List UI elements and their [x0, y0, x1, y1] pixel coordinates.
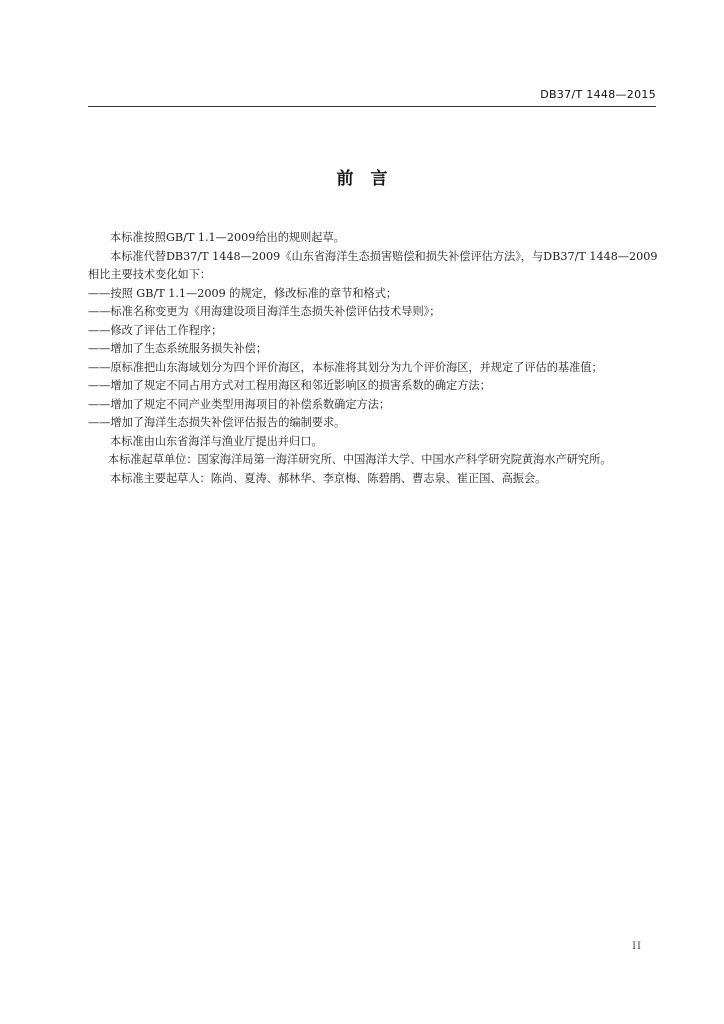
change-item: ——原标准把山东海域划分为四个评价海区，本标准将其划分为九个评价海区，并规定了评估的基准值； [88, 360, 603, 374]
paragraph-proposer: 本标准由山东省海洋与渔业厅提出并归口。 [110, 434, 323, 448]
change-item: ——增加了规定不同占用方式对工程用海区和邻近影响区的损害系数的确定方法； [88, 379, 491, 392]
paragraph-drafting-units: 本标准起草单位：国家海洋局第一海洋研究所、中国海洋大学、中国水产科学研究院黄海水产研究所。 [108, 453, 612, 466]
page-number: II [632, 941, 642, 952]
change-item: ——修改了评估工作程序； [88, 323, 223, 337]
paragraph-drafting-rules: 本标准按照GB/T 1.1—2009给出的规则起草。 [110, 231, 345, 244]
change-item: ——按照 GB/T 1.1—2009 的规定，修改标准的章节和格式； [88, 286, 398, 300]
header-rule [88, 106, 656, 107]
change-item: ——增加了海洋生态损失补偿评估报告的编制要求。 [88, 416, 346, 429]
change-item: ——增加了规定不同产业类型用海项目的补偿系数确定方法； [88, 397, 391, 411]
page-title: 前 言 [336, 169, 388, 189]
change-item: ——标准名称变更为《用海建设项目海洋生态损失补偿评估技术导则》； [88, 305, 441, 318]
paragraph-drafters: 本标准主要起草人：陈尚、夏涛、郝林华、李京梅、陈碧鹃、曹志泉、崔正国、高振会。 [110, 471, 547, 485]
change-item: ——增加了生态系统服务损失补偿； [88, 342, 268, 355]
paragraph-replacement: 本标准代替DB37/T 1448—2009《山东省海洋生态损害赔偿和损失补偿评估方法》，与DB37/T 1448—2009相比主要技术变化如下： [88, 249, 658, 281]
document-header-code: DB37/T 1448—2015 [540, 88, 656, 101]
foreword-body [88, 229, 658, 488]
